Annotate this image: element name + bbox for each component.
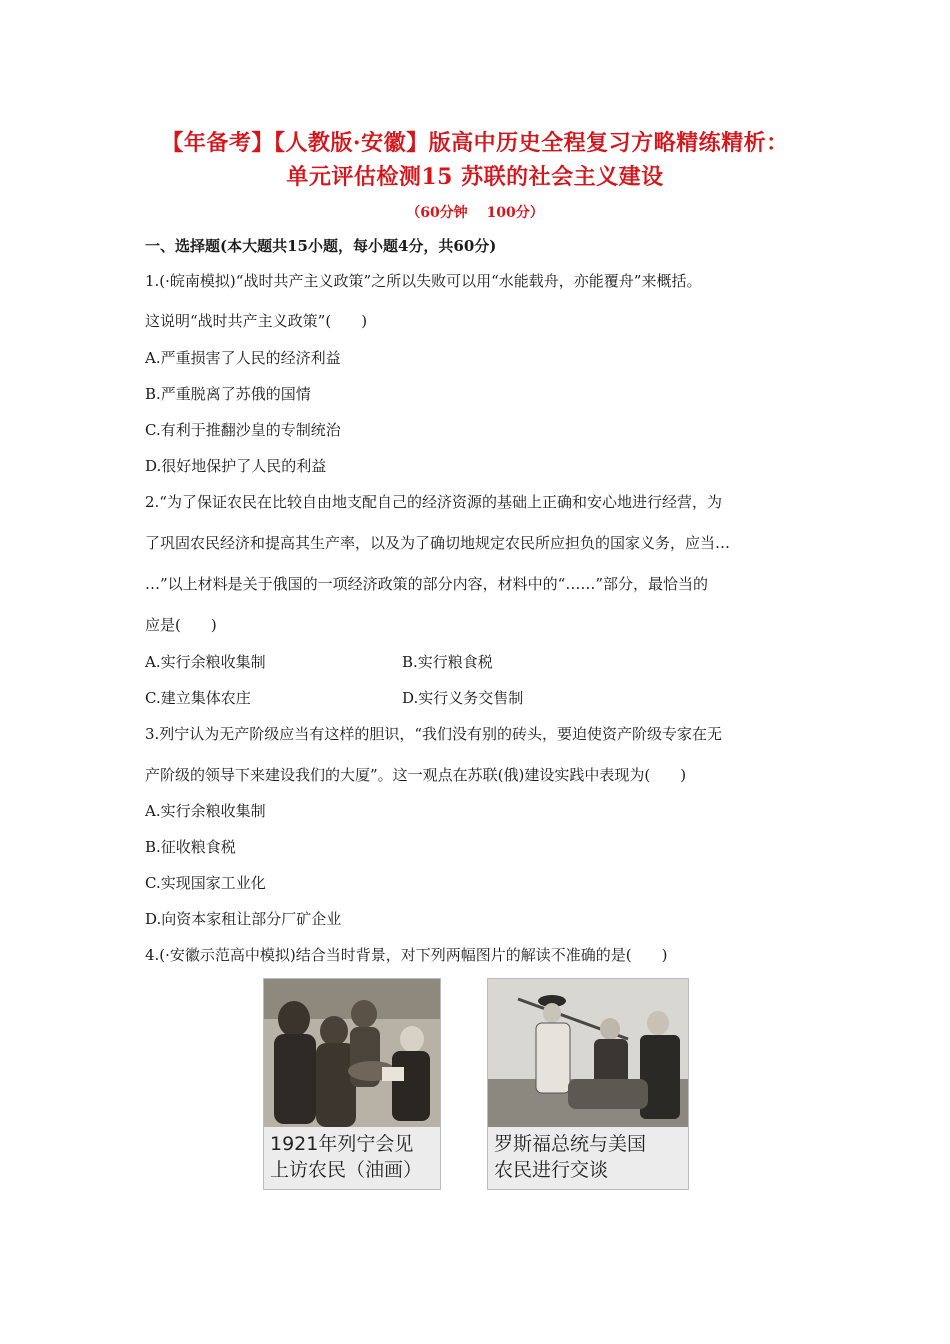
q1-option-c: C.有利于推翻沙皇的专制统治 [145, 421, 341, 439]
figure-2-caption-line-1: 罗斯福总统与美国 [494, 1133, 647, 1155]
figure-2-caption [494, 1131, 646, 1183]
q2-stem-line-3: …”以上材料是关于俄国的一项经济政策的部分内容，材料中的“……”部分，最恰当的 [145, 575, 709, 593]
figure-roosevelt-with-farmers [487, 978, 689, 1190]
q2-option-a: A.实行余粮收集制 [145, 653, 266, 671]
q3-option-b: B.征收粮食税 [145, 838, 236, 856]
figure-1-caption-line-2: 上访农民（油画） [270, 1159, 423, 1181]
document-title-line-1: 【年备考】【人教版·安徽】版高中历史全程复习方略精练精析： [161, 130, 789, 156]
q2-option-b: B.实行粮食税 [402, 653, 493, 671]
figure-1-caption [270, 1131, 422, 1183]
q2-option-d: D.实行义务交售制 [402, 689, 524, 707]
q1-stem-line-1: 1.(·皖南模拟)“战时共产主义政策”之所以失败可以用“水能载舟，亦能覆舟”来概括。 [145, 272, 702, 290]
q2-stem-line-4: 应是( ) [145, 616, 217, 634]
figure-1-caption-line-1: 1921年列宁会见 [270, 1133, 414, 1155]
q3-option-c: C.实现国家工业化 [145, 874, 266, 892]
q2-stem-line-1: 2.“为了保证农民在比较自由地支配自己的经济资源的基础上正确和安心地进行经营，为 [145, 493, 722, 511]
q3-stem-line-2: 产阶级的领导下来建设我们的大厦”。这一观点在苏联(俄)建设实践中表现为( ) [145, 766, 687, 784]
q3-option-a: A.实行余粮收集制 [145, 802, 266, 820]
q1-option-b: B.严重脱离了苏俄的国情 [145, 385, 311, 403]
document-title-line-2: 单元评估检测15 苏联的社会主义建设 [286, 164, 664, 190]
section-heading: 一、选择题(本大题共15小题，每小题4分，共60分) [145, 237, 497, 255]
q1-option-a: A.严重损害了人民的经济利益 [145, 349, 341, 367]
document-subtitle: （60分钟 100分） [406, 205, 544, 221]
figure-lenin-meeting-peasants [263, 978, 441, 1190]
roosevelt-photo-image [488, 979, 688, 1127]
q1-option-d: D.很好地保护了人民的利益 [145, 457, 327, 475]
lenin-painting-image [264, 979, 440, 1127]
q2-option-c: C.建立集体农庄 [145, 689, 251, 707]
q1-stem-line-2: 这说明“战时共产主义政策”( ) [145, 312, 368, 330]
q2-stem-line-2: 了巩固农民经济和提高其生产率，以及为了确切地规定农民所应担负的国家义务，应当… [145, 534, 731, 552]
q4-stem-line-1: 4.(·安徽示范高中模拟)结合当时背景，对下列两幅图片的解读不准确的是( ) [145, 946, 668, 964]
q3-stem-line-1: 3.列宁认为无产阶级应当有这样的胆识，“我们没有别的砖头，要迫使资产阶级专家在无 [145, 725, 722, 743]
q3-option-d: D.向资本家租让部分厂矿企业 [145, 910, 342, 928]
figure-2-caption-line-2: 农民进行交谈 [494, 1159, 609, 1181]
